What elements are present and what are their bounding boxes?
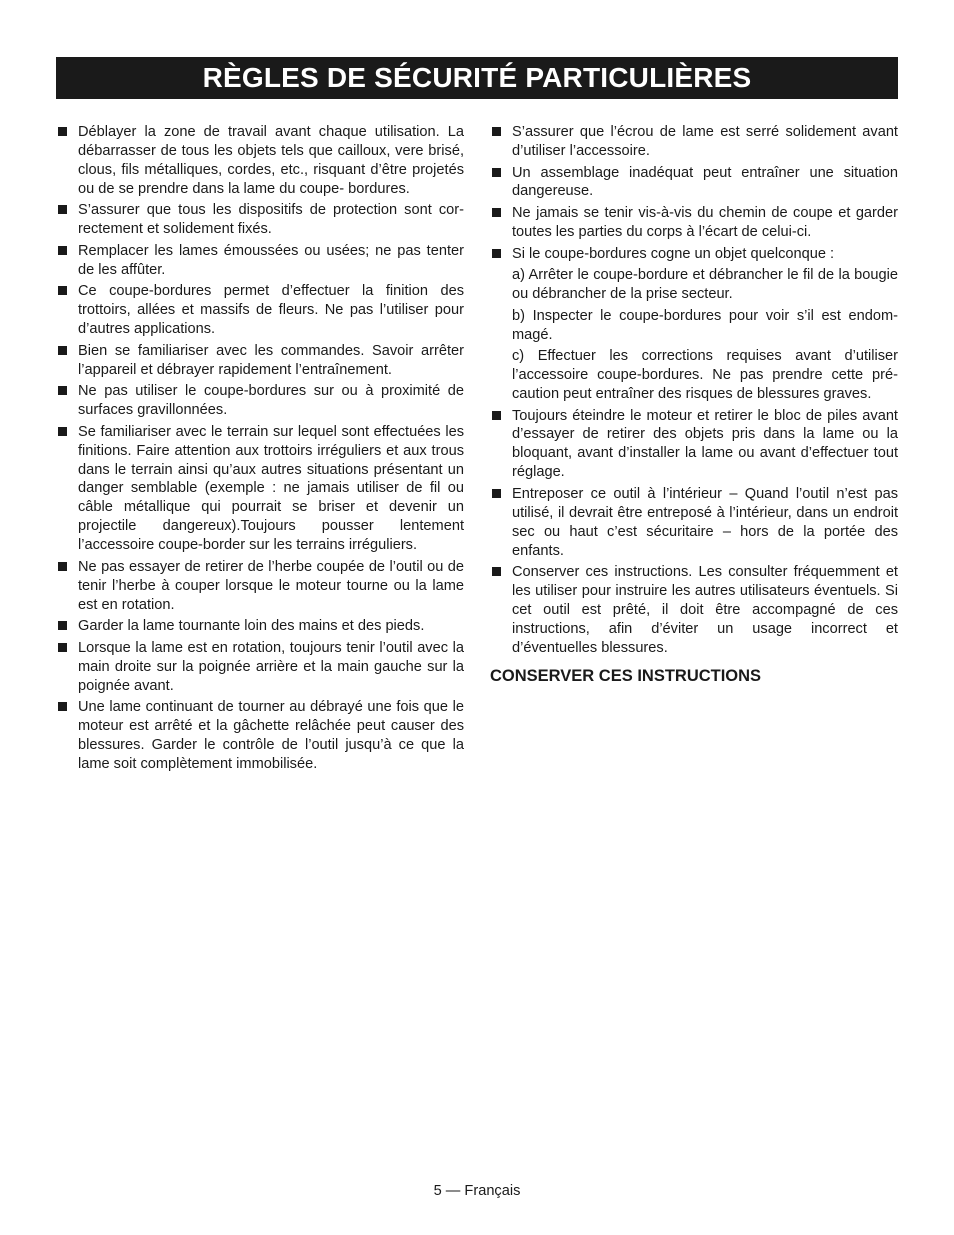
conserve-heading: CONSERVER CES INSTRUCTIONS (490, 666, 762, 685)
list-item (490, 407, 898, 483)
list-item-text: S’assurer que tous les dispositifs de protection sont correctement et solidement fixés. (78, 202, 464, 238)
bullet-square-icon (58, 127, 67, 136)
list-item (490, 204, 898, 242)
bullet-square-icon (492, 249, 501, 258)
sub-item: b) Inspecter le coupe-bordures pour voir s’il est endommagé. (512, 307, 898, 343)
list-item (490, 563, 898, 658)
section-title: RÈGLES DE SÉCURITÉ PARTICULIÈRES (202, 62, 752, 93)
bullet-square-icon (58, 386, 67, 395)
left-column (56, 123, 464, 776)
list-item-text: Se familiariser avec le terrain sur lequel sont effectuées les finitions. Faire attention aux trottoirs irréguliers et aux trous dans le terrain ainsi qu’aux autres situations présentant un danger semblable (exemple : ne jamais utiliser de fil ou câble métallique qui pourrait se briser et devenir un projectile dangereux).Toujours pousser lentement l’accessoire coupe-border sur les terrains irréguliers. (78, 423, 464, 554)
list-item-text: Lorsque la lame est en rotation, toujours tenir l’outil avec la main droite sur la poignée arrière et la main gauche sur la poignée avant. (78, 639, 464, 694)
bullet-square-icon (58, 427, 67, 436)
list-item-text: Ne pas essayer de retirer de l’herbe coupée de l’outil ou de tenir l’herbe à couper lorsque le moteur tourne ou la lame est en rotation. (78, 558, 464, 613)
right-column (490, 123, 898, 686)
bullet-square-icon (492, 127, 501, 136)
bullet-square-icon (492, 411, 501, 420)
list-item-text: Ce coupe-bordures permet d’effectuer la finition des trottoirs, allées et massifs de fleurs. Ne pas l’utiliser pour d’autres applications. (78, 283, 464, 338)
bullet-square-icon (58, 621, 67, 630)
list-item-text: Ne pas utiliser le coupe-bordures sur ou à proximité de surfaces gravillonnées. (78, 383, 464, 419)
bullet-square-icon (492, 208, 501, 217)
bullet-square-icon (58, 346, 67, 355)
list-item (56, 382, 464, 420)
list-item (490, 245, 898, 264)
list-item-text: Un assemblage inadéquat peut entraîner une situation dangereuse. (512, 164, 898, 200)
list-item-text: Garder la lame tournante loin des mains et des pieds. (78, 618, 425, 635)
list-item (56, 639, 464, 696)
list-item (56, 123, 464, 199)
bullet-square-icon (58, 702, 67, 711)
bullet-square-icon (58, 562, 67, 571)
list-item-text: S’assurer que l’écrou de lame est serré solidement avant d’utiliser l’accessoire. (512, 124, 898, 159)
list-item (56, 617, 464, 636)
list-item-text: Conserver ces instructions. Les consulter fréquemment et les utiliser pour instruire les autres utilisateurs éventuels. Si cet outil est prêté, il doit être accompagné de ces instructions, afin d’éviter un usage incorrect et d’éventuelles blessures. (512, 564, 898, 656)
list-item-text: Toujours éteindre le moteur et retirer le bloc de piles avant d’essayer de retirer des objets pris dans la lame ou la bloquant, avant d’installer la lame ou avant d’effectuer tout réglage. (512, 407, 898, 481)
bullet-square-icon (58, 205, 67, 214)
list-item-text: Entreposer ce outil à l’intérieur – Quand l’outil n’est pas utilisé, il devrait être entreposé à l’intérieur, dans un endroit sec ou haut c’est sécuritaire – hors de la portée des enfants. (512, 485, 898, 559)
list-item (490, 123, 898, 161)
list-item (56, 242, 464, 280)
list-item (56, 282, 464, 339)
list-item-text: Déblayer la zone de travail avant chaque utilisation. La débarrasser de tous les objets tels que cailloux, vere brisé, clous, fils métalliques, cordes, etc., risquant d’être projetés ou de se prendre dans la lame du coupe- bordures. (78, 124, 464, 197)
sub-item: c) Effectuer les corrections requises avant d’utiliser l’accessoire coupe-bordures. Ne pas prendre cette précaution peut entraîner des risques de blessures graves. (512, 348, 898, 402)
bullet-square-icon (492, 567, 501, 576)
list-item (490, 485, 898, 561)
list-item (56, 558, 464, 615)
list-item-text: Si le coupe-bordures cogne un objet quelconque : (512, 245, 835, 262)
bullet-square-icon (58, 643, 67, 652)
list-item-text: Une lame continuant de tourner au débrayé une fois que le moteur est arrêté et la gâchette relâchée peut causer des blessures. Garder le contrôle de l’outil jusqu’à ce que la lame soit complètement immobilisée. (78, 699, 464, 772)
list-item (490, 164, 898, 202)
list-item (56, 423, 464, 555)
page-footer: 5 — Français (433, 1183, 521, 1199)
list-item-text: Bien se familiariser avec les commandes. Savoir arrêter l’appareil et débrayer rapidement l’entraînement. (78, 342, 464, 378)
list-item (56, 342, 464, 380)
bullet-square-icon (492, 489, 501, 498)
list-item (56, 201, 464, 239)
bullet-square-icon (58, 286, 67, 295)
bullet-square-icon (492, 168, 501, 177)
sub-item: a) Arrêter le coupe-bordure et débrancher le fil de la bougie ou débrancher de la prise secteur. (512, 267, 898, 302)
bullet-square-icon (58, 246, 67, 255)
list-item-text: Remplacer les lames émoussées ou usées; ne pas tenter de les affûter. (78, 242, 464, 278)
list-item (56, 698, 464, 774)
section-title-bar (56, 57, 898, 99)
list-item-text: Ne jamais se tenir vis-à-vis du chemin de coupe et garder toutes les parties du corps à l’écart de celui-ci. (512, 205, 898, 240)
